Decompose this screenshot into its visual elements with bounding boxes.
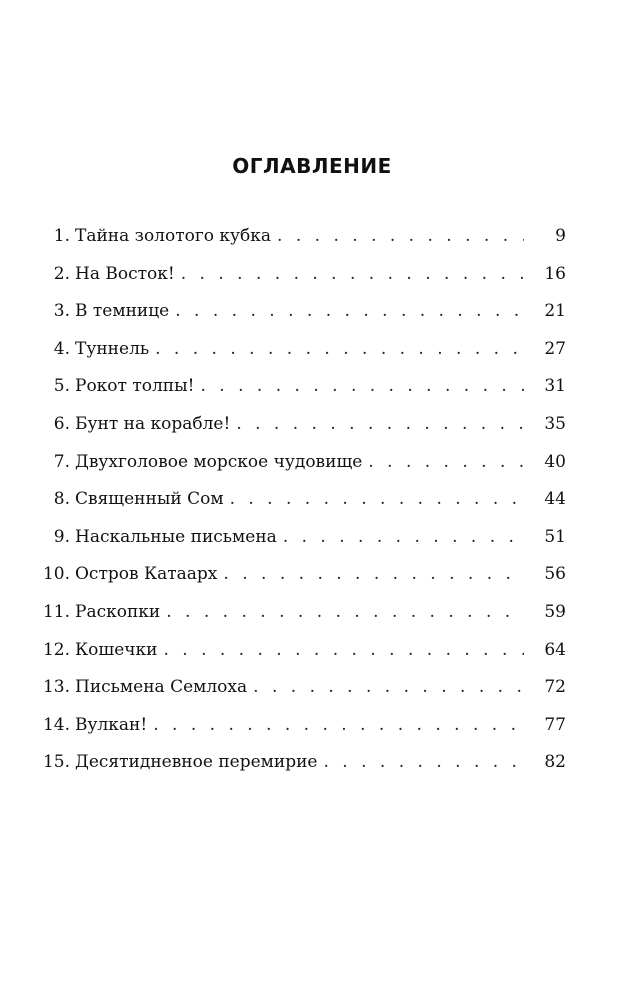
dot-leader xyxy=(153,715,524,735)
entry-leader-line xyxy=(75,226,524,246)
dot-leader xyxy=(163,640,524,660)
toc-entry xyxy=(0,408,624,446)
dot-leader xyxy=(277,226,524,246)
dot-leader xyxy=(166,602,524,622)
entry-number: 3. xyxy=(53,301,70,322)
entry-page-number: 16 xyxy=(544,263,566,284)
dot-leader xyxy=(175,301,524,321)
page-title: ОГЛАВЛЕНИЕ xyxy=(232,154,392,178)
entry-number: 2. xyxy=(53,263,70,284)
dot-leader xyxy=(230,489,524,509)
entry-leader-line xyxy=(75,301,524,321)
toc-entry xyxy=(0,220,624,258)
entry-leader-line xyxy=(75,414,524,434)
entry-title: Рокот толпы! xyxy=(75,376,195,397)
toc-entry xyxy=(0,370,624,408)
entry-leader-line xyxy=(75,339,524,359)
entry-number: 15. xyxy=(42,752,70,773)
entry-number: 13. xyxy=(42,677,70,698)
entry-page-number: 31 xyxy=(544,376,566,397)
entry-leader-line xyxy=(75,489,524,509)
toc-entry xyxy=(0,333,624,371)
entry-number: 8. xyxy=(53,489,70,510)
entry-number: 14. xyxy=(42,714,70,735)
table-of-contents xyxy=(0,220,624,784)
entry-title: Наскальные письмена xyxy=(75,526,277,547)
dot-leader xyxy=(236,414,524,434)
dot-leader xyxy=(368,452,524,472)
entry-page-number: 72 xyxy=(544,677,566,698)
dot-leader xyxy=(323,752,524,772)
dot-leader xyxy=(155,339,524,359)
entry-page-number: 56 xyxy=(544,564,566,585)
entry-title: Письмена Семлоха xyxy=(75,677,248,698)
entry-number: 6. xyxy=(53,413,70,434)
entry-page-number: 21 xyxy=(544,301,566,322)
entry-page-number: 59 xyxy=(544,601,566,622)
entry-title: Раскопки xyxy=(75,601,161,622)
dot-leader xyxy=(253,677,524,697)
entry-leader-line xyxy=(75,264,524,284)
dot-leader xyxy=(200,376,524,396)
entry-leader-line xyxy=(75,677,524,697)
entry-title: Десятидневное перемирие xyxy=(75,752,318,773)
entry-leader-line xyxy=(75,452,524,472)
entry-number: 9. xyxy=(53,526,70,547)
entry-title: Кошечки xyxy=(75,639,158,660)
entry-leader-line xyxy=(75,376,524,396)
toc-entry xyxy=(0,746,624,784)
entry-number: 11. xyxy=(42,601,70,622)
toc-entry xyxy=(0,483,624,521)
entry-leader-line xyxy=(75,640,524,660)
toc-entry xyxy=(0,596,624,634)
toc-entry xyxy=(0,521,624,559)
toc-entry xyxy=(0,558,624,596)
entry-page-number: 44 xyxy=(544,489,566,510)
entry-number: 1. xyxy=(53,226,70,246)
entry-title: Бунт на корабле! xyxy=(75,413,231,434)
entry-title: В темнице xyxy=(75,301,170,322)
entry-title: Вулкан! xyxy=(75,714,148,735)
entry-title: Двухголовое морское чудовище xyxy=(75,451,363,472)
entry-leader-line xyxy=(75,752,524,772)
dot-leader xyxy=(181,264,524,284)
toc-entry xyxy=(0,671,624,709)
entry-number: 12. xyxy=(42,639,70,660)
entry-leader-line xyxy=(75,527,524,547)
entry-page-number: 40 xyxy=(544,451,566,472)
dot-leader xyxy=(283,527,524,547)
toc-entry xyxy=(0,709,624,747)
entry-page-number: 35 xyxy=(544,413,566,434)
entry-number: 7. xyxy=(53,451,70,472)
entry-page-number: 77 xyxy=(544,714,566,735)
entry-page-number: 9 xyxy=(555,226,566,246)
entry-page-number: 27 xyxy=(544,338,566,359)
entry-page-number: 51 xyxy=(544,526,566,547)
entry-number: 4. xyxy=(53,338,70,359)
toc-entry xyxy=(0,446,624,484)
toc-entry xyxy=(0,295,624,333)
entry-title: Туннель xyxy=(75,338,150,359)
dot-leader xyxy=(223,564,524,584)
entry-leader-line xyxy=(75,715,524,735)
entry-number: 5. xyxy=(53,376,70,397)
entry-page-number: 82 xyxy=(544,752,566,773)
entry-leader-line xyxy=(75,602,524,622)
entry-leader-line xyxy=(75,564,524,584)
toc-entry xyxy=(0,634,624,672)
entry-title: Тайна золотого кубка xyxy=(75,226,272,246)
entry-title: Священный Сом xyxy=(75,489,224,510)
entry-number: 10. xyxy=(42,564,70,585)
entry-title: На Восток! xyxy=(75,263,175,284)
entry-page-number: 64 xyxy=(544,639,566,660)
toc-entry xyxy=(0,258,624,296)
entry-title: Остров Катаарх xyxy=(75,564,218,585)
